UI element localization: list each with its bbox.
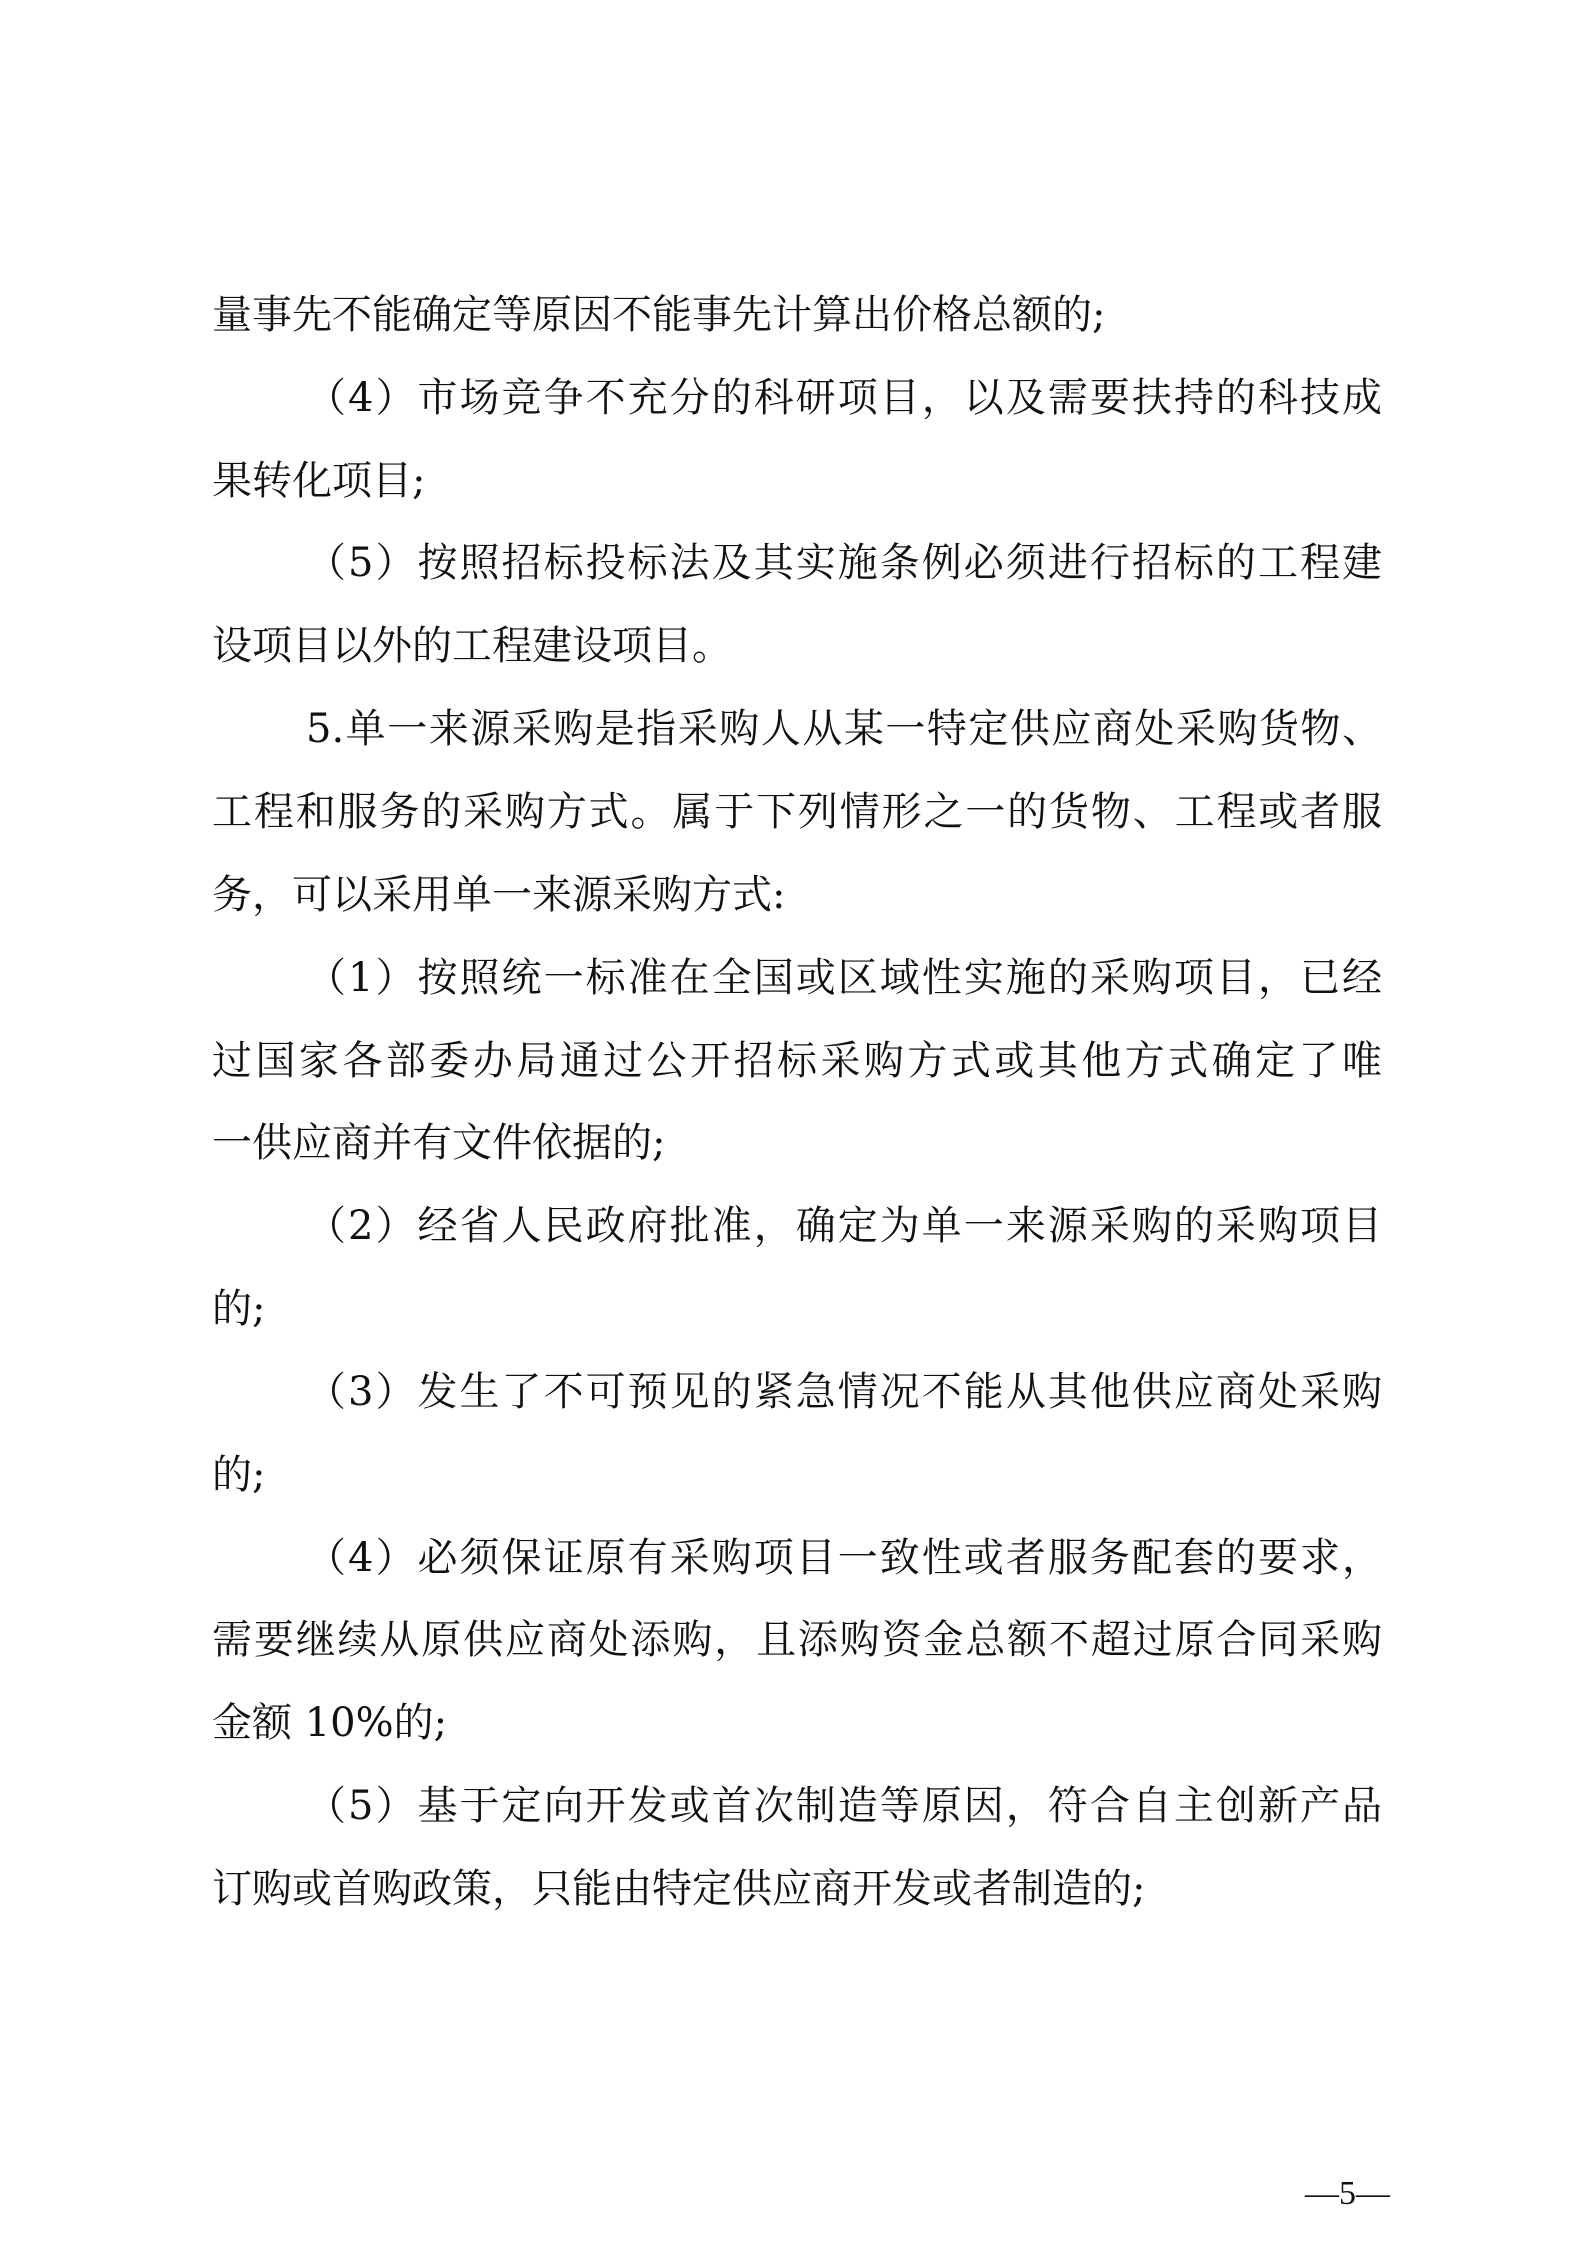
text-line-16: （4）必须保证原有采购项目一致性或者服务配套的要求， — [306, 1535, 1382, 1581]
text-line-5: 设项目以外的工程建设项目。 — [212, 623, 732, 669]
text-line-1: 量事先不能确定等原因不能事先计算出价格总额的; — [212, 292, 1106, 338]
text-line-9: （1）按照统一标准在全国或区域性实施的采购项目，已经 — [306, 955, 1382, 1001]
text-line-6: 5.单一来源采购是指采购人从某一特定供应商处采购货物、 — [306, 706, 1382, 752]
page-number: —5— — [1305, 2175, 1390, 2212]
text-line-14: （3）发生了不可预见的紧急情况不能从其他供应商处采购 — [306, 1369, 1382, 1415]
text-line-17: 需要继续从原供应商处添购，且添购资金总额不超过原合同采购 — [212, 1617, 1382, 1663]
text-line-20: 订购或首购政策，只能由特定供应商开发或者制造的; — [212, 1866, 1146, 1912]
text-line-10: 过国家各部委办局通过公开招标采购方式或其他方式确定了唯 — [212, 1038, 1382, 1084]
text-line-18: 金额 10%的; — [212, 1700, 448, 1746]
text-line-4: （5）按照招标投标法及其实施条例必须进行招标的工程建 — [306, 540, 1382, 586]
text-line-3: 果转化项目; — [212, 458, 426, 504]
text-line-19: （5）基于定向开发或首次制造等原因，符合自主创新产品 — [306, 1783, 1382, 1829]
text-line-15: 的; — [212, 1452, 266, 1498]
text-line-11: 一供应商并有文件依据的; — [212, 1120, 666, 1166]
text-line-12: （2）经省人民政府批准，确定为单一来源采购的采购项目 — [306, 1203, 1382, 1249]
text-line-8: 务，可以采用单一来源采购方式: — [212, 872, 786, 918]
text-line-7: 工程和服务的采购方式。属于下列情形之一的货物、工程或者服 — [212, 789, 1382, 835]
text-line-2: （4）市场竞争不充分的科研项目，以及需要扶持的科技成 — [306, 375, 1382, 421]
text-line-13: 的; — [212, 1286, 266, 1332]
